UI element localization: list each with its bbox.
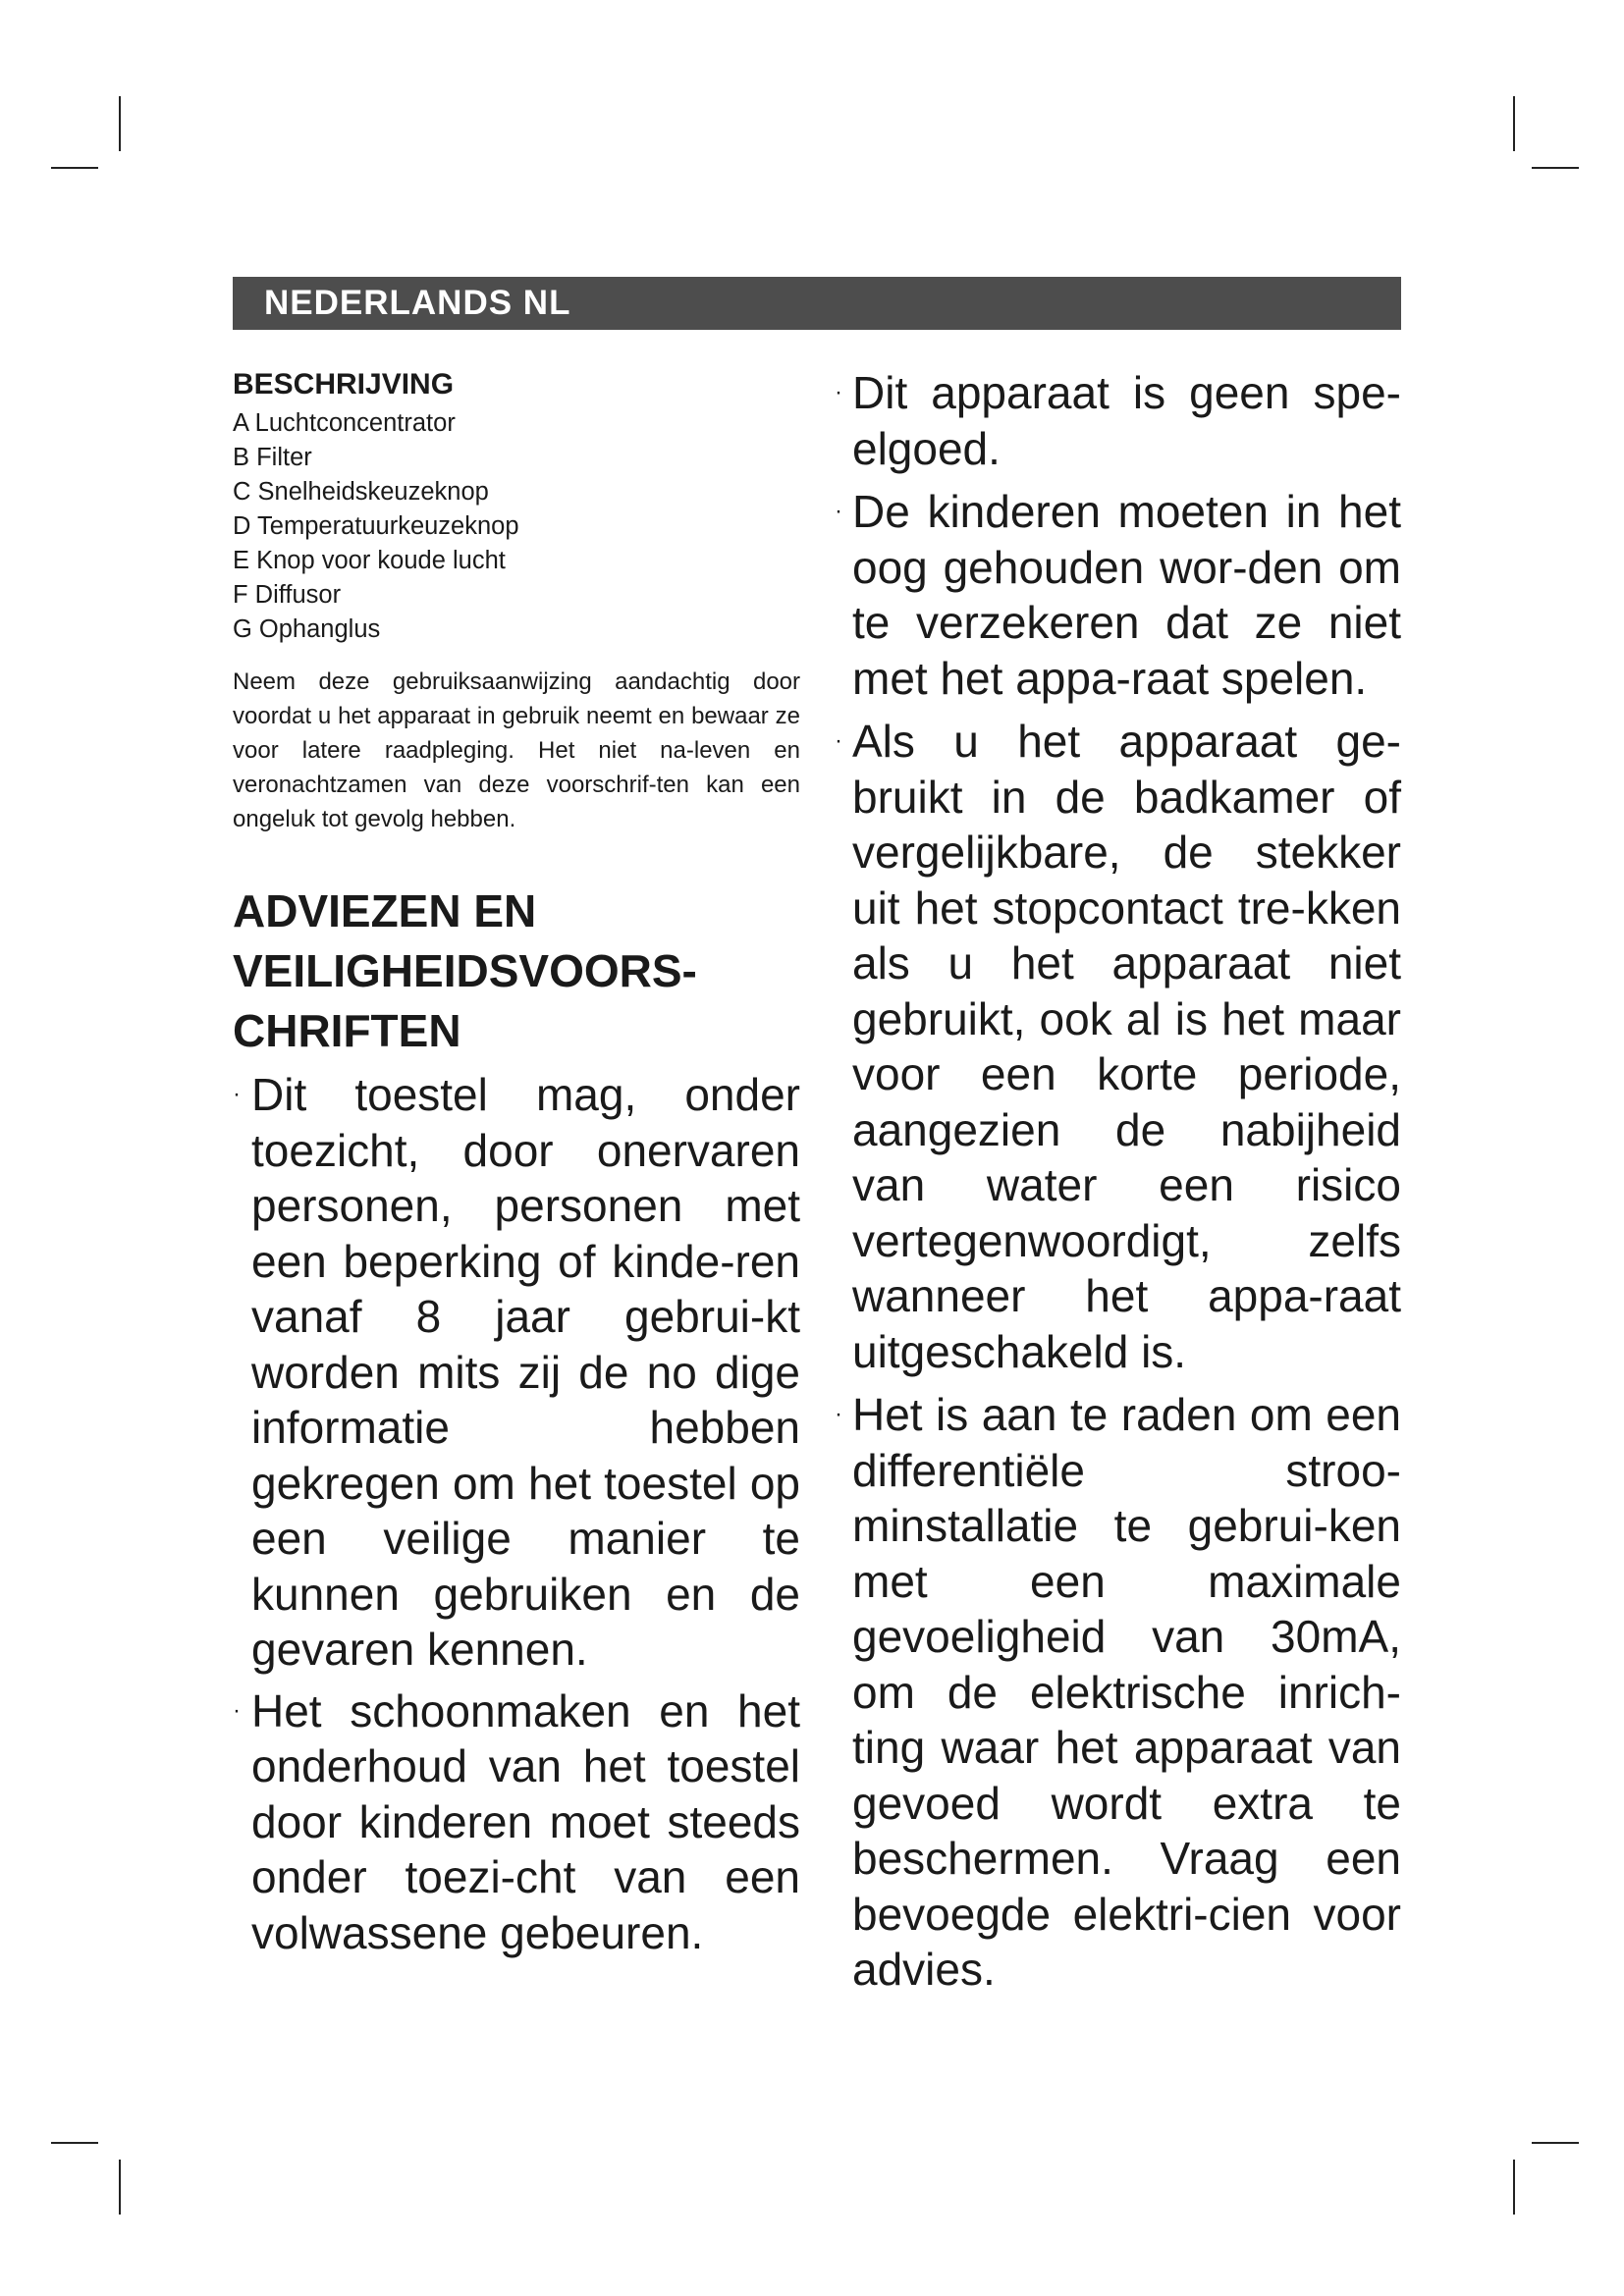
crop-mark — [119, 96, 121, 151]
crop-mark — [1513, 96, 1515, 151]
bullet-text: Als u het apparaat ge-bruikt in de badkamer of vergelijkbare, de stekker uit het stopcontact tre-kken als u het apparaat niet gebruikt, ook al is het maar voor een korte periode, aangezien de nabijheid van water een risico vertegenwoordigt, zelfs wanneer het appa-raat uitgeschakeld is. — [852, 716, 1401, 1377]
bullet-text: Dit apparaat is geen spe-elgoed. — [852, 367, 1401, 474]
bullet-dot: · — [835, 379, 842, 405]
part-item: C Snelheidskeuzeknop — [233, 478, 489, 506]
advice-heading-line: ADVIEZEN EN — [233, 885, 537, 936]
bullet-dot: · — [233, 1696, 241, 1724]
left-column — [233, 365, 800, 1966]
part-item: G Ophanglus — [233, 615, 381, 643]
crop-mark — [1513, 2160, 1515, 2215]
right-bullet-list — [835, 365, 1401, 1998]
bullet-item — [835, 484, 1401, 706]
bullet-item — [233, 1067, 800, 1678]
bullet-item — [835, 1387, 1401, 1998]
bullet-text: Het is aan te raden om een differentiële stroo-minstallatie te gebrui-ken met een maximale gevoeligheid van 30mA, om de elektrische inrich-ting waar het apparaat van gevoed wordt extra te beschermen. Vraag een bevoegde elektri-cien voor advies. — [852, 1389, 1401, 1995]
bullet-dot: · — [835, 1401, 842, 1427]
bullet-item — [233, 1683, 800, 1961]
intro-paragraph: Neem deze gebruiksaanwijzing aandachtig door voordat u het apparaat in gebruik neemt en bewaar ze voor latere raadpleging. Het niet na-leven en veronachtzamen van deze voorschrif-ten kan een ongeluk tot gevolg hebben. — [233, 668, 800, 832]
part-item: A Luchtconcentrator — [233, 409, 456, 437]
advice-heading-line: CHRIFTEN — [233, 1005, 461, 1056]
bullet-dot: · — [835, 727, 842, 754]
language-header — [233, 277, 1401, 330]
advice-heading — [233, 881, 800, 1061]
bullet-text: De kinderen moeten in het oog gehouden wor-den om te verzekeren dat ze niet met het appa-raat spelen. — [852, 486, 1401, 704]
language-label: NEDERLANDS NL — [264, 284, 571, 322]
crop-mark — [51, 2142, 98, 2144]
bullet-dot: · — [233, 1081, 241, 1107]
part-item: F Diffusor — [233, 581, 342, 609]
crop-mark — [1532, 2142, 1579, 2144]
bullet-item — [835, 365, 1401, 476]
bullet-text: Dit toestel mag, onder toezicht, door onervaren personen, personen met een beperking of kinde-ren vanaf 8 jaar gebrui-kt worden mits zij de no dige informatie hebben gekregen om het toestel op een veilige manier te kunnen gebruiken en de gevaren kennen. — [251, 1069, 800, 1675]
part-item: D Temperatuurkeuzeknop — [233, 512, 519, 540]
left-bullet-list — [233, 1067, 800, 1960]
crop-mark — [51, 167, 98, 169]
parts-list — [233, 406, 800, 647]
bullet-dot: · — [835, 498, 842, 524]
advice-heading-line: VEILIGHEIDSVOORS- — [233, 945, 697, 996]
part-item: B Filter — [233, 444, 312, 471]
right-column — [835, 365, 1401, 2005]
crop-mark — [1532, 167, 1579, 169]
part-item: E Knop voor koude lucht — [233, 547, 506, 574]
bullet-text: Het schoonmaken en het onderhoud van het toestel door kinderen moet steeds onder toezi-cht van een volwassene gebeuren. — [251, 1684, 800, 1958]
description-title: BESCHRIJVING — [233, 368, 455, 400]
bullet-item — [835, 714, 1401, 1379]
crop-mark — [119, 2160, 121, 2215]
